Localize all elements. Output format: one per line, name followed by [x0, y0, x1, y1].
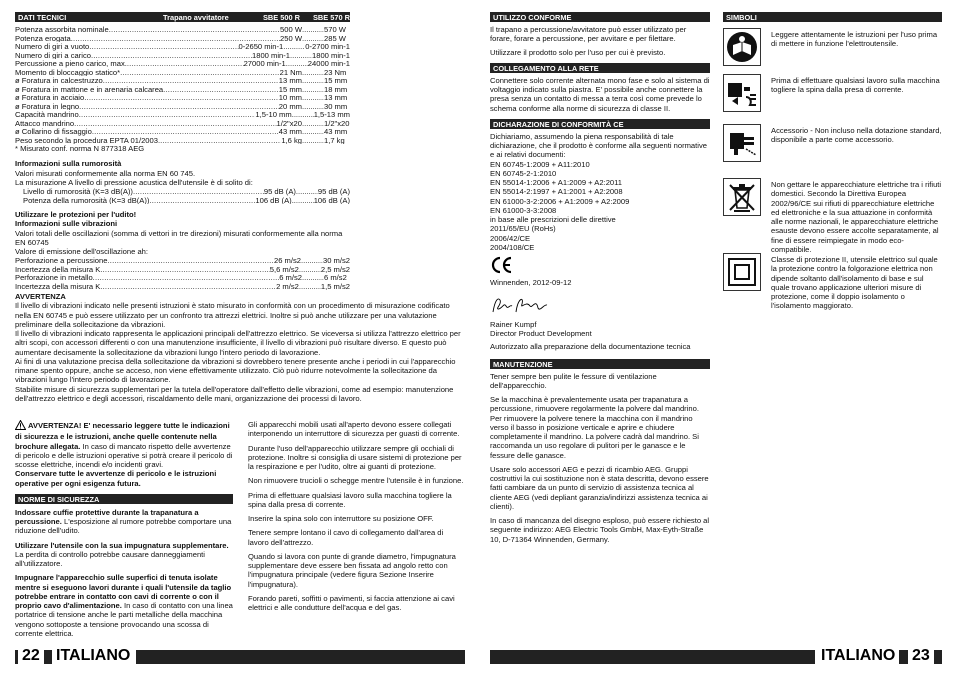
ce-norm-item: 2006/42/CE [490, 233, 531, 243]
tech-data-model1: SBE 500 R [263, 13, 300, 22]
signature-icon [490, 294, 550, 316]
spec-value-2: 285 W [324, 33, 346, 42]
norme-item-text: La perdita di controllo potrebbe causare danneggiamenti all'utilizzatore. [15, 549, 205, 568]
spec-label: ø Collarino di fissaggio [15, 127, 92, 136]
safety-warning [15, 420, 233, 488]
dot-leader [302, 34, 324, 43]
noise-value-2: 95 dB (A) [317, 187, 350, 196]
uso-header: UTILIZZO CONFORME [490, 12, 710, 22]
dot-leader [286, 59, 308, 68]
dot-leader [100, 265, 269, 274]
manutenzione-paragraph: Se la macchina è prevalentemente usata per trapanatura a percussione, rimuovere regolarmente la polvere dal mandrino. Per rimuovere la polvere tenere la macchina con il mandrino verso il basso in posizione verticale e aprire e chiudere completamente il mandrino. La polvere cadrà dal mandrino. Si raccomanda un uso regolare di pulitori per le ganasce e le fessure delle ganasce. [490, 395, 699, 460]
dot-leader [302, 85, 324, 94]
ce-text: Dichiariamo, assumendo la piena responsabilità di tale dichiarazione, che il prodotto è conforme alla seguenti normative e ai relativi documenti: [490, 131, 707, 160]
noise-label: Livello di rumorosità (K=3 dB(A)) [23, 187, 133, 196]
spec-row [15, 25, 350, 34]
spec-row [15, 102, 350, 111]
spec-label: Numero di giri a carico [15, 50, 91, 59]
spec-value-2: 13 mm [324, 93, 348, 102]
dot-leader [302, 136, 324, 145]
vibration-text2: Valore di emissione dell'oscillazione ah: [15, 247, 149, 256]
safety-column [15, 420, 233, 643]
noise-value-1: 95 dB (A) [263, 187, 296, 196]
signature [490, 294, 710, 318]
dot-leader [71, 34, 280, 43]
spec-value-1: 13 mm [278, 76, 302, 85]
manutenzione-paragraph: In caso di mancanza del disegno esploso, può essere richiesto al seguente indirizzo: AEG Electric Tools GmbH, Max-Eyth-Straße 10, D-71364 Winnenden, Germany. [490, 516, 710, 544]
spec-label: ø Foratura in mattone e in arenaria calcarea [15, 84, 164, 93]
uso-text2: Utilizzare il prodotto solo per l'uso per cui è previsto. [490, 47, 666, 57]
spec-label: ø Foratura in legno [15, 101, 80, 110]
spec-label: Percussione a pieno carico, max. [15, 59, 127, 68]
spec-value-2: 1,7 kg [324, 135, 345, 144]
vibration-label: Incertezza della misura K [15, 281, 101, 291]
safety-column-2 [248, 420, 465, 617]
collegamento-header: COLLEGAMENTO ALLA RETE [490, 63, 710, 73]
norme-item-text: L'esposizione al rumore potrebbe comportare una riduzione dell'udito. [15, 517, 232, 536]
ear-protection-title: Utilizzare le protezioni per l'udito! [15, 210, 137, 219]
left-footer-title: ITALIANO [52, 646, 136, 666]
symbol-row [723, 253, 942, 311]
vibration-row [15, 282, 350, 291]
symbol-row [723, 28, 942, 66]
dot-leader [302, 68, 324, 77]
spec-value-2: 1800 min-1 [312, 50, 350, 59]
vibration-list [15, 256, 350, 290]
noise-section [15, 159, 350, 204]
dot-leader [160, 136, 281, 145]
dot-leader [79, 102, 279, 111]
noise-value-2: 106 dB (A) [313, 195, 350, 204]
vibration-value-2: 30 m/s2 [322, 256, 350, 265]
spec-value-1: 500 W [280, 25, 302, 34]
dot-leader [302, 25, 324, 34]
spec-value-1: 1,6 kg [281, 135, 302, 144]
spec-value-1: 21 Nm [279, 67, 302, 76]
dot-leader [290, 51, 312, 60]
right-footer-title: ITALIANO [815, 646, 899, 666]
dot-leader [149, 196, 255, 205]
ce-norm-item: EN 60745-2-1:2010 [490, 168, 557, 178]
spec-value-2: 24000 min-1 [307, 59, 350, 68]
spec-row [15, 59, 350, 68]
noise-title: Informazioni sulla rumorosità [15, 159, 122, 169]
dot-leader [163, 85, 279, 94]
dot-leader [302, 76, 324, 85]
tech-data-section [15, 12, 350, 290]
dot-leader [301, 256, 323, 265]
vibration-row [15, 273, 350, 282]
right-page [477, 0, 954, 677]
spec-value-1: 20 mm [278, 101, 302, 110]
dot-leader [299, 265, 321, 274]
dot-leader [302, 93, 324, 102]
vibration-row [15, 265, 350, 274]
spec-value-1: 15 mm [278, 84, 302, 93]
warning-section [15, 292, 465, 403]
symbol-row [723, 74, 942, 112]
dot-leader [74, 119, 276, 128]
safety-warning-text: In caso di mancato rispetto delle avvertenze di pericolo e delle istruzioni operative si potrà creare il pericolo di scosse elettriche, incendi e/o incidenti gravi. [15, 441, 233, 469]
tech-data-header [15, 12, 350, 22]
collegamento-text: Connettere solo corrente alternata mono fase e solo al sistema di voltaggio indicato sulla piastra. E' possibile anche connettere la presa senza un contatto di messa a terra così come prevede lo schema conforme alla norme di sicurezza di classe II. [490, 75, 710, 113]
norme-item [15, 573, 233, 638]
manutenzione-paragraph: Usare solo accessori AEG e pezzi di ricambio AEG. Gruppi costruttivi la cui sostituzione non è stata descritta, devono essere fatti cambiare da un punto di servizio di assistenza tecnica al cliente AEG (vedi depliant garanzia/indirizzi assistenza tecnica ai clienti). [490, 464, 709, 511]
manutenzione-header: MANUTENZIONE [490, 359, 710, 369]
dot-leader [302, 119, 324, 128]
ce-norm-item: in base alle prescrizioni delle direttive [490, 215, 616, 224]
spec-label: Momento di bloccaggio statico* [15, 67, 121, 76]
noise-value-1: 106 dB (A) [255, 195, 292, 204]
ce-norm-item: EN 55014-1:2006 + A1:2009 + A2:2011 [490, 178, 623, 187]
vibration-value-1: 5,6 m/s2 [269, 264, 299, 274]
manutenzione-paragraph: Tener sempre ben pulite le fessure di ventilazione dell'apparecchio. [490, 371, 657, 390]
norme-item [15, 541, 233, 569]
spec-value-2: 18 mm [324, 84, 348, 93]
safety-keep: Conservare tutte le avvertenze di pericolo e le istruzioni operative per ogni esigenza futura. [15, 469, 217, 488]
dot-leader [107, 256, 274, 265]
spec-row [15, 68, 350, 77]
spec-row [15, 136, 350, 145]
spec-label: Potenza assorbita nominale [15, 25, 109, 34]
tech-data-title: DATI TECNICI [18, 13, 67, 22]
tech-data-product: Trapano avvitatore [163, 13, 229, 22]
symbol-text: Leggere attentamente le istruzioni per l'uso prima di mettere in funzione l'elettroutensile. [771, 30, 938, 49]
spec-value-2: 15 mm [324, 76, 348, 85]
spec-value-2: 23 Nm [324, 67, 347, 76]
norme-item-bold: Impugnare l'apparecchio sulle superfici di tenuta isolate mentre si eseguono lavori durante i quali l'utensile da taglio potrebbe entrare in contatto con cavi di corrente o con il proprio cavo d'alimentazione. [15, 573, 232, 610]
dot-leader [292, 110, 314, 119]
safety-paragraph: Tenere sempre lontano il cavo di collegamento dall'area di lavoro dell'attrezzo. [248, 528, 444, 547]
spec-row [15, 119, 350, 128]
vibration-section [15, 210, 350, 290]
spec-note: * Misurato conf. norma N 877318 AEG [15, 144, 145, 153]
vibration-value-2: 2,5 m/s2 [320, 264, 350, 274]
spec-label: Potenza erogata [15, 33, 71, 42]
dot-leader [103, 76, 279, 85]
symbol-text: Non gettare le apparecchiature elettriche tra i rifiuti domestici. Secondo la Direttiva Europea 2002/96/CE sui rifiuti di pparecchiature elettriche ed elettroniche e la sua attuazione in conformità alle norme nazionali, le apparecchiature elettriche esauste devono essere accolte separatamente, al fine di essere reimpiegate in modo eco-compatibile. [771, 180, 942, 254]
safety-warning-bold: AVVERTENZA! E' necessario leggere tutte le indicazioni di sicurezza e le istruzioni, anche quelle contenute nella brochure allegata. [15, 421, 230, 451]
simboli-header: SIMBOLI [723, 12, 942, 22]
spec-list [15, 25, 350, 144]
spec-value-1: 10 mm [278, 93, 302, 102]
warning-title: AVVERTENZA [15, 292, 66, 301]
signer-authorization: Autorizzato alla preparazione della documentazione tecnica [490, 342, 691, 352]
noise-label: Potenza della rumorosità (K=3 dB(A)) [23, 195, 150, 204]
spec-value-1: 27000 min-1 [243, 59, 286, 68]
spec-row [15, 42, 350, 51]
noise-text2: La misurazione A livello di pressione acustica dell'utensile è di solito di: [15, 177, 253, 187]
warning-triangle-icon [15, 420, 26, 432]
warning-paragraphs: Il livello di vibrazioni indicato nelle presenti istruzioni è stato misurato in conformità con un procedimento di misurazione codificato nella EN 60745 e può essere utilizzato per un confronto tra attrezzi elettrici. Inoltre si può anche utilizzare per una valutazione preliminare della sollecitazione da vibrazioni. Il livello di vibrazioni indicato rappresenta le applicazioni principali dell'attrezzo elettrico. Se viceversa si utilizza l'attrezzo elettrico per altri scopi, con accessori differenti o con una manutenzione insufficiente, il livello di vibrazioni può risultare diverso. E questo può aumentare decisamente la sollecitazione da vibrazioni lungo l'intero periodo di lavorazione. Ai fini di una valutazione precisa della sollecitazione da vibrazioni si dovrebbero tenere presente anche i periodi in cui l'apparecchio rimane spento oppure, anche se acceso, non viene effettivamente utilizzato. Ciò può ridurre notevolmente la sollecitazione da vibrazioni lungo l'intero periodo di lavorazione. Stabilite misure di sicurezza supplementari per la tutela dell'operatore dall'effetto delle vibrazioni, come ad esempio: manutenzione dell'attrezzo elettrico e degli accessori, riscaldamento delle mani, organizzazione dei processi di lavoro. [15, 301, 461, 403]
vibration-value-1: 2 m/s2 [276, 281, 299, 291]
dot-leader [127, 59, 244, 68]
warning-text [15, 301, 465, 403]
read-manual-icon [723, 28, 761, 66]
spec-row [15, 51, 350, 60]
norme-list [15, 508, 233, 638]
vibration-label: Perforazione a percussione [15, 256, 108, 265]
ce-mark-icon [490, 256, 514, 274]
ce-norm-item: 2011/65/EU (RoHs) [490, 224, 556, 234]
dot-leader [302, 102, 324, 111]
dot-leader [84, 93, 279, 102]
spec-value-2: 43 mm [324, 127, 348, 136]
right-column-2 [723, 12, 942, 311]
norme-header: NORME DI SICUREZZA [15, 494, 233, 504]
ce-norm-item: 2004/108/CE [490, 242, 535, 252]
safety-paragraph: Quando si lavora con punte di grande diametro, l'impugnatura supplementare deve essere ben fissata ad angolo retto con l'impugnatura principale (vedere figura Sezione Inserire l'impugnatura). [248, 551, 456, 589]
right-page-number: 23 [908, 646, 934, 666]
spec-row [15, 34, 350, 43]
spec-value-1: 1,5-10 mm [255, 110, 292, 119]
dot-leader [120, 68, 280, 77]
spec-value-2: 30 mm [324, 101, 348, 110]
class-ii-icon [723, 253, 761, 291]
norme-item-text: In caso di contatto con una linea portatrice di tensione anche le parti metalliche della macchina vengono sottoposte a tensione provocando una scossa di corrente elettrica. [15, 601, 233, 638]
symbol-row [723, 178, 942, 254]
vibration-title: Informazioni sulle vibrazioni [15, 219, 118, 229]
spec-label: Peso secondo la procedura EPTA 01/2003. [15, 135, 161, 144]
dot-leader [133, 187, 264, 196]
spec-label: Numero di giri a vuoto [15, 42, 90, 51]
safety-paragraph: Forando pareti, soffitti o pavimenti, si faccia attenzione ai cavi elettrici e alle condutture dell'acqua e del gas. [248, 593, 455, 612]
spec-value-1: 1/2"x20 [276, 118, 302, 127]
dot-leader [296, 187, 318, 196]
safety-paragraph: Prima di effettuare qualsiasi lavoro sulla macchina togliere la spina dalla presa di corrente. [248, 490, 452, 509]
ce-norms-list [490, 160, 710, 253]
dot-leader [283, 42, 305, 51]
safety-paragraph: Gli apparecchi mobili usati all'aperto devono essere collegati interponendo un interruttore di sicurezza per guasti di corrente. [248, 420, 460, 439]
dot-leader [89, 42, 238, 51]
ce-mark [490, 256, 710, 276]
signer-title: Director Product Development [490, 329, 592, 338]
noise-row [23, 187, 350, 196]
dot-leader [91, 51, 252, 60]
noise-list [15, 187, 350, 204]
spec-row [15, 93, 350, 102]
dot-leader [299, 282, 321, 291]
spec-label: ø Foratura in calcestruzzo [15, 76, 103, 85]
safety-paragraph: Non rimuovere trucioli o schegge mentre l'utensile è in funzione. [248, 476, 464, 486]
spec-value-2: 1/2"x20 [324, 118, 350, 127]
dot-leader [92, 127, 279, 136]
spec-value-2: 0-2700 min-1 [305, 42, 350, 51]
right-column-1 [490, 12, 710, 549]
ce-norm-item: EN 55014-2:1997 + A1:2001 + A2:2008 [490, 187, 623, 197]
dot-leader [109, 25, 280, 34]
vibration-row [15, 256, 350, 265]
ce-norm-item: EN 61000-3-2:2006 + A1:2009 + A2:2009 [490, 196, 630, 206]
ce-norm-item: EN 61000-3-3:2008 [490, 205, 557, 215]
spec-row [15, 110, 350, 119]
vibration-label: Perforazione in metallo [15, 273, 93, 282]
vibration-value-2: 1,5 m/s2 [320, 281, 350, 291]
unplug-icon [723, 74, 761, 112]
dot-leader [79, 110, 256, 119]
ce-header: DICHARAZIONE DI CONFORMITÀ CE [490, 119, 710, 129]
spec-label: Attacco mandrino [15, 118, 75, 127]
weee-bin-icon [723, 178, 761, 216]
place-date: Winnenden, 2012-09-12 [490, 278, 572, 288]
symbol-row [723, 124, 942, 162]
dot-leader [302, 273, 324, 282]
dot-leader [100, 282, 276, 291]
uso-text: Il trapano a percussione/avvitatore può esser utilizzato per forare, forare a percussione, per avvitare e per filettare. [490, 25, 687, 44]
vibration-text: Valori totali delle oscillazioni (somma di vettori in tre direzioni) misurati conformemente alla norma EN 60745 [15, 228, 343, 247]
safety-paragraph: Inserire la spina solo con interruttore su posizione OFF. [248, 514, 434, 523]
safety-paragraph: Durante l'uso dell'apparecchio utilizzare sempre gli occhiali di protezione. Inoltre si consiglia di usare sistemi di protezione per la respirazione e per l'udito, oltre ai guanti di protezione. [248, 443, 462, 471]
noise-text: Valori misurati conformemente alla norma EN 60 745. [15, 168, 196, 178]
dot-leader [93, 273, 280, 282]
dot-leader [302, 127, 324, 136]
tech-data-model2: SBE 570 R [313, 13, 350, 22]
symbol-text: Classe di protezione II, utensile elettrico sul quale la protezione contro la folgorazione elettrica non dipende soltanto dall'isolamento di base e sul quale trovano applicazione ulteriori misure di protezione, come il doppio isolamento o l'isolamento maggiorato. [771, 255, 938, 311]
norme-item-bold: Indossare cuffie protettive durante la trapanatura a percussione. [15, 507, 199, 526]
spec-value-1: 43 mm [278, 127, 302, 136]
spec-label: ø Foratura in acciaio [15, 93, 85, 102]
dot-leader [292, 196, 314, 205]
manutenzione-list [490, 372, 710, 544]
noise-row [23, 196, 350, 205]
symbol-text: Prima di effettuare qualsiasi lavoro sulla macchina togliere la spina dalla presa di corrente. [771, 76, 940, 95]
spec-value-2: 570 W [324, 25, 346, 34]
vibration-label: Incertezza della misura K [15, 264, 101, 274]
symbol-text: Accessorio - Non incluso nella dotazione standard, disponibile a parte come accessorio. [771, 126, 942, 145]
signer-name: Rainer Kumpf [490, 319, 537, 329]
spec-label: Capacità mandrino [15, 110, 79, 119]
vibration-value-1: 26 m/s2 [273, 256, 301, 265]
spec-row [15, 127, 350, 136]
spec-value-2: 1,5-13 mm [313, 110, 350, 119]
spec-row [15, 76, 350, 85]
spec-value-1: 0-2650 min-1 [238, 42, 284, 51]
norme-item [15, 508, 233, 536]
spec-value-1: 1800 min-1 [252, 50, 290, 59]
spec-row [15, 85, 350, 94]
norme-item-bold: Utilizzare l'utensile con la sua impugnatura supplementare. [15, 540, 229, 550]
vibration-value-2: 6 m/s2 [324, 273, 347, 282]
ce-norm-item: EN 60745-1:2009 + A11:2010 [490, 159, 590, 169]
vibration-value-1: 6 m/s2 [279, 273, 302, 282]
accessory-icon [723, 124, 761, 162]
spec-value-1: 250 W [280, 33, 302, 42]
left-page-number: 22 [18, 646, 44, 666]
